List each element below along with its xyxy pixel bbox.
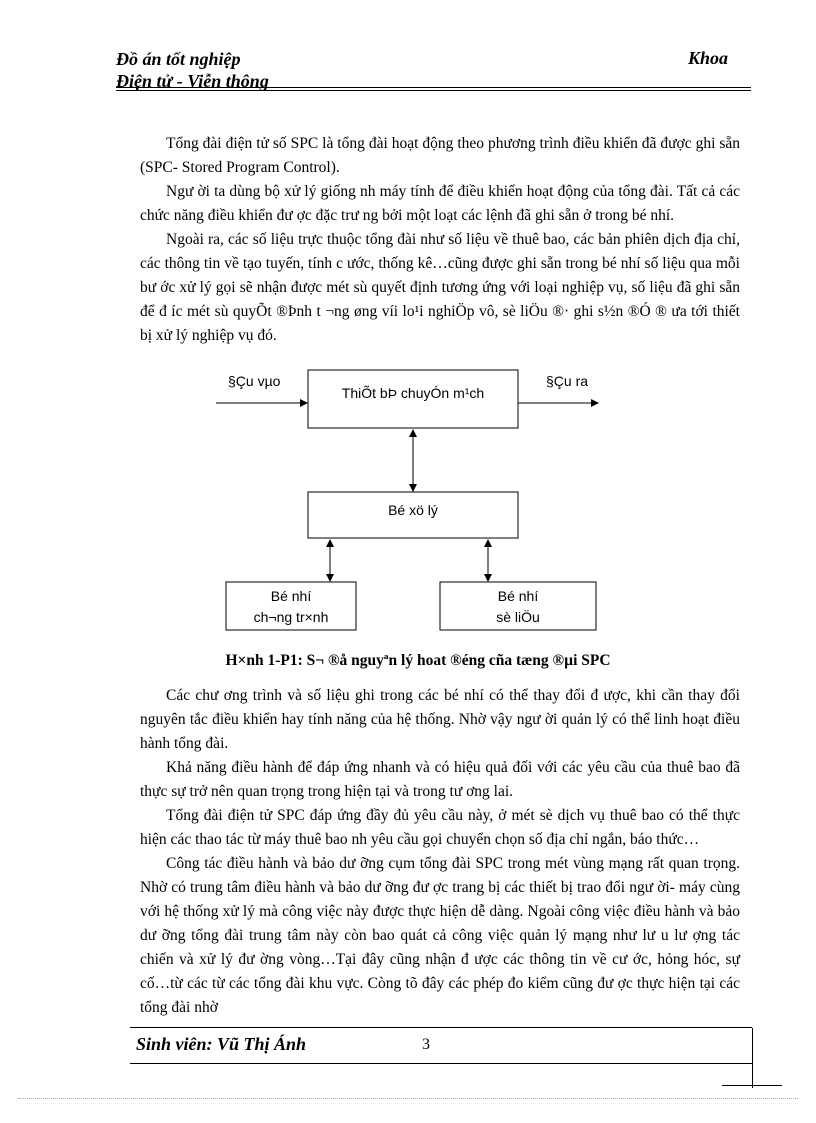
header-rule [116, 87, 751, 88]
switching-unit-label: ThiÕt bÞ chuyÓn m¹ch [341, 385, 485, 401]
paragraph: Khả năng điều hành để đáp ứng nhanh và có hiệu quả đối với các yêu cầu của thuê bao đã thực sự trở nên quan trọng trong hiện tại và trong tư ơng lai. [140, 759, 740, 800]
header-department: Điện tử - Viễn thông [116, 71, 269, 91]
program-memory-sublabel: ch¬ng tr×nh [253, 609, 329, 625]
output-label: §Çu ra [546, 373, 589, 389]
paragraph: Công tác điều hành và bảo dư ỡng cụm tổng đài SPC trong mét vùng mạng rất quan trọng. Nhờ có trung tâm điều hành và bảo dư ỡng đư ợc trang bị các thiết bị trao đổi ngư ời- máy cùng với hệ thống xử lý mà công việc này được thực hiện dễ dàng. Ngoài công việc điều hành và bảo dư ỡng tổng đài trung tâm này còn bao quát cả công việc quản lý mạng như lư u lư ợng tác chiến và xử lý đư ờng vòng…Tại đây cũng nhận đ ược các thông tin về cư ớc, hỏng hóc, sự cố…từ các từ các tổng đài khu vực. Còng tõ đây các phép đo kiểm cũng đư ợc thực hiện tại các tổng đài nhờ [140, 855, 740, 1016]
footer-student-name: Sinh viên: Vũ Thị Ánh [136, 1034, 307, 1054]
input-label: §Çu vµo [228, 373, 281, 389]
page-header [116, 48, 269, 92]
processor-label: Bé xö lý [388, 502, 438, 518]
page-edge-dotted-line [18, 1098, 798, 1099]
paragraph: Ngoài ra, các số liệu trực thuộc tổng đài như số liệu về thuê bao, các bản phiên dịch địa chỉ, các thông tin về tạo tuyến, tính c ước, thống kê…cũng được ghi sẵn trong bé nhí số liệu qua mỗi bư ớc xử lý gọi sẽ nhận được mét sù quyết định tương ứng với loại nghiệp vụ, số liệu đã ghi sẵn để đ íc mét sù quyÕt ®Þnh t ¬ng øng víi lo¹i nghiÖp vô, sè liÖu ®· ghi s½n ®Ó ® ưa tới thiết bị xử lý nghiệp vụ đó. [140, 231, 740, 344]
body-text [140, 684, 740, 1020]
program-memory-label: Bé nhí [270, 588, 312, 604]
data-memory-sublabel: sè liÖu [496, 609, 540, 625]
header-project-title: Đồ án tốt nghiệp [116, 49, 241, 69]
figure-caption [0, 652, 816, 670]
page-number: 3 [422, 1036, 430, 1053]
header-faculty: Khoa [687, 48, 728, 68]
crop-mark-horizontal [722, 1085, 782, 1086]
paragraph: Tổng đài điện tử SPC đáp ứng đầy đủ yêu cầu này, ở mét sè dịch vụ thuê bao có thể thực hiện các thao tác từ máy thuê bao nh yêu cầu gọi chuyển chọn số địa chỉ ngắn, báo thức… [140, 807, 740, 848]
footer-rule-bottom [130, 1063, 752, 1064]
paragraph: Các chư ơng trình và số liệu ghi trong các bé nhí có thể thay đổi đ ược, khi cần thay đổi nguyên tắc điều khiển hay tính năng của hệ thống. Nhờ vậy ngư ời quản lý có thể linh hoạt điều hành tổng đài. [140, 687, 740, 752]
figure-caption-text: H×nh 1-P1: S¬ ®å nguyªn lý hoat ®éng cña tæng ®µi SPC [225, 652, 611, 669]
intro-text [140, 132, 740, 348]
paragraph: Tổng đài điện tử số SPC là tổng đài hoạt động theo phương trình điều khiển đã được ghi sẵn (SPC- Stored Program Control). [140, 135, 740, 176]
crop-mark-vertical [752, 1028, 753, 1088]
header-rule-double [116, 90, 751, 91]
paragraph: Ngư ời ta dùng bộ xử lý giống nh máy tính để điều khiển hoạt động của tổng đài. Tất cả các chức năng điều khiển đư ợc đặc trư ng bởi một loạt các lệnh đã ghi sẵn ở trong bé nhí. [140, 183, 740, 224]
spc-block-diagram [0, 360, 816, 640]
footer-rule [130, 1027, 752, 1028]
data-memory-label: Bé nhí [497, 588, 539, 604]
